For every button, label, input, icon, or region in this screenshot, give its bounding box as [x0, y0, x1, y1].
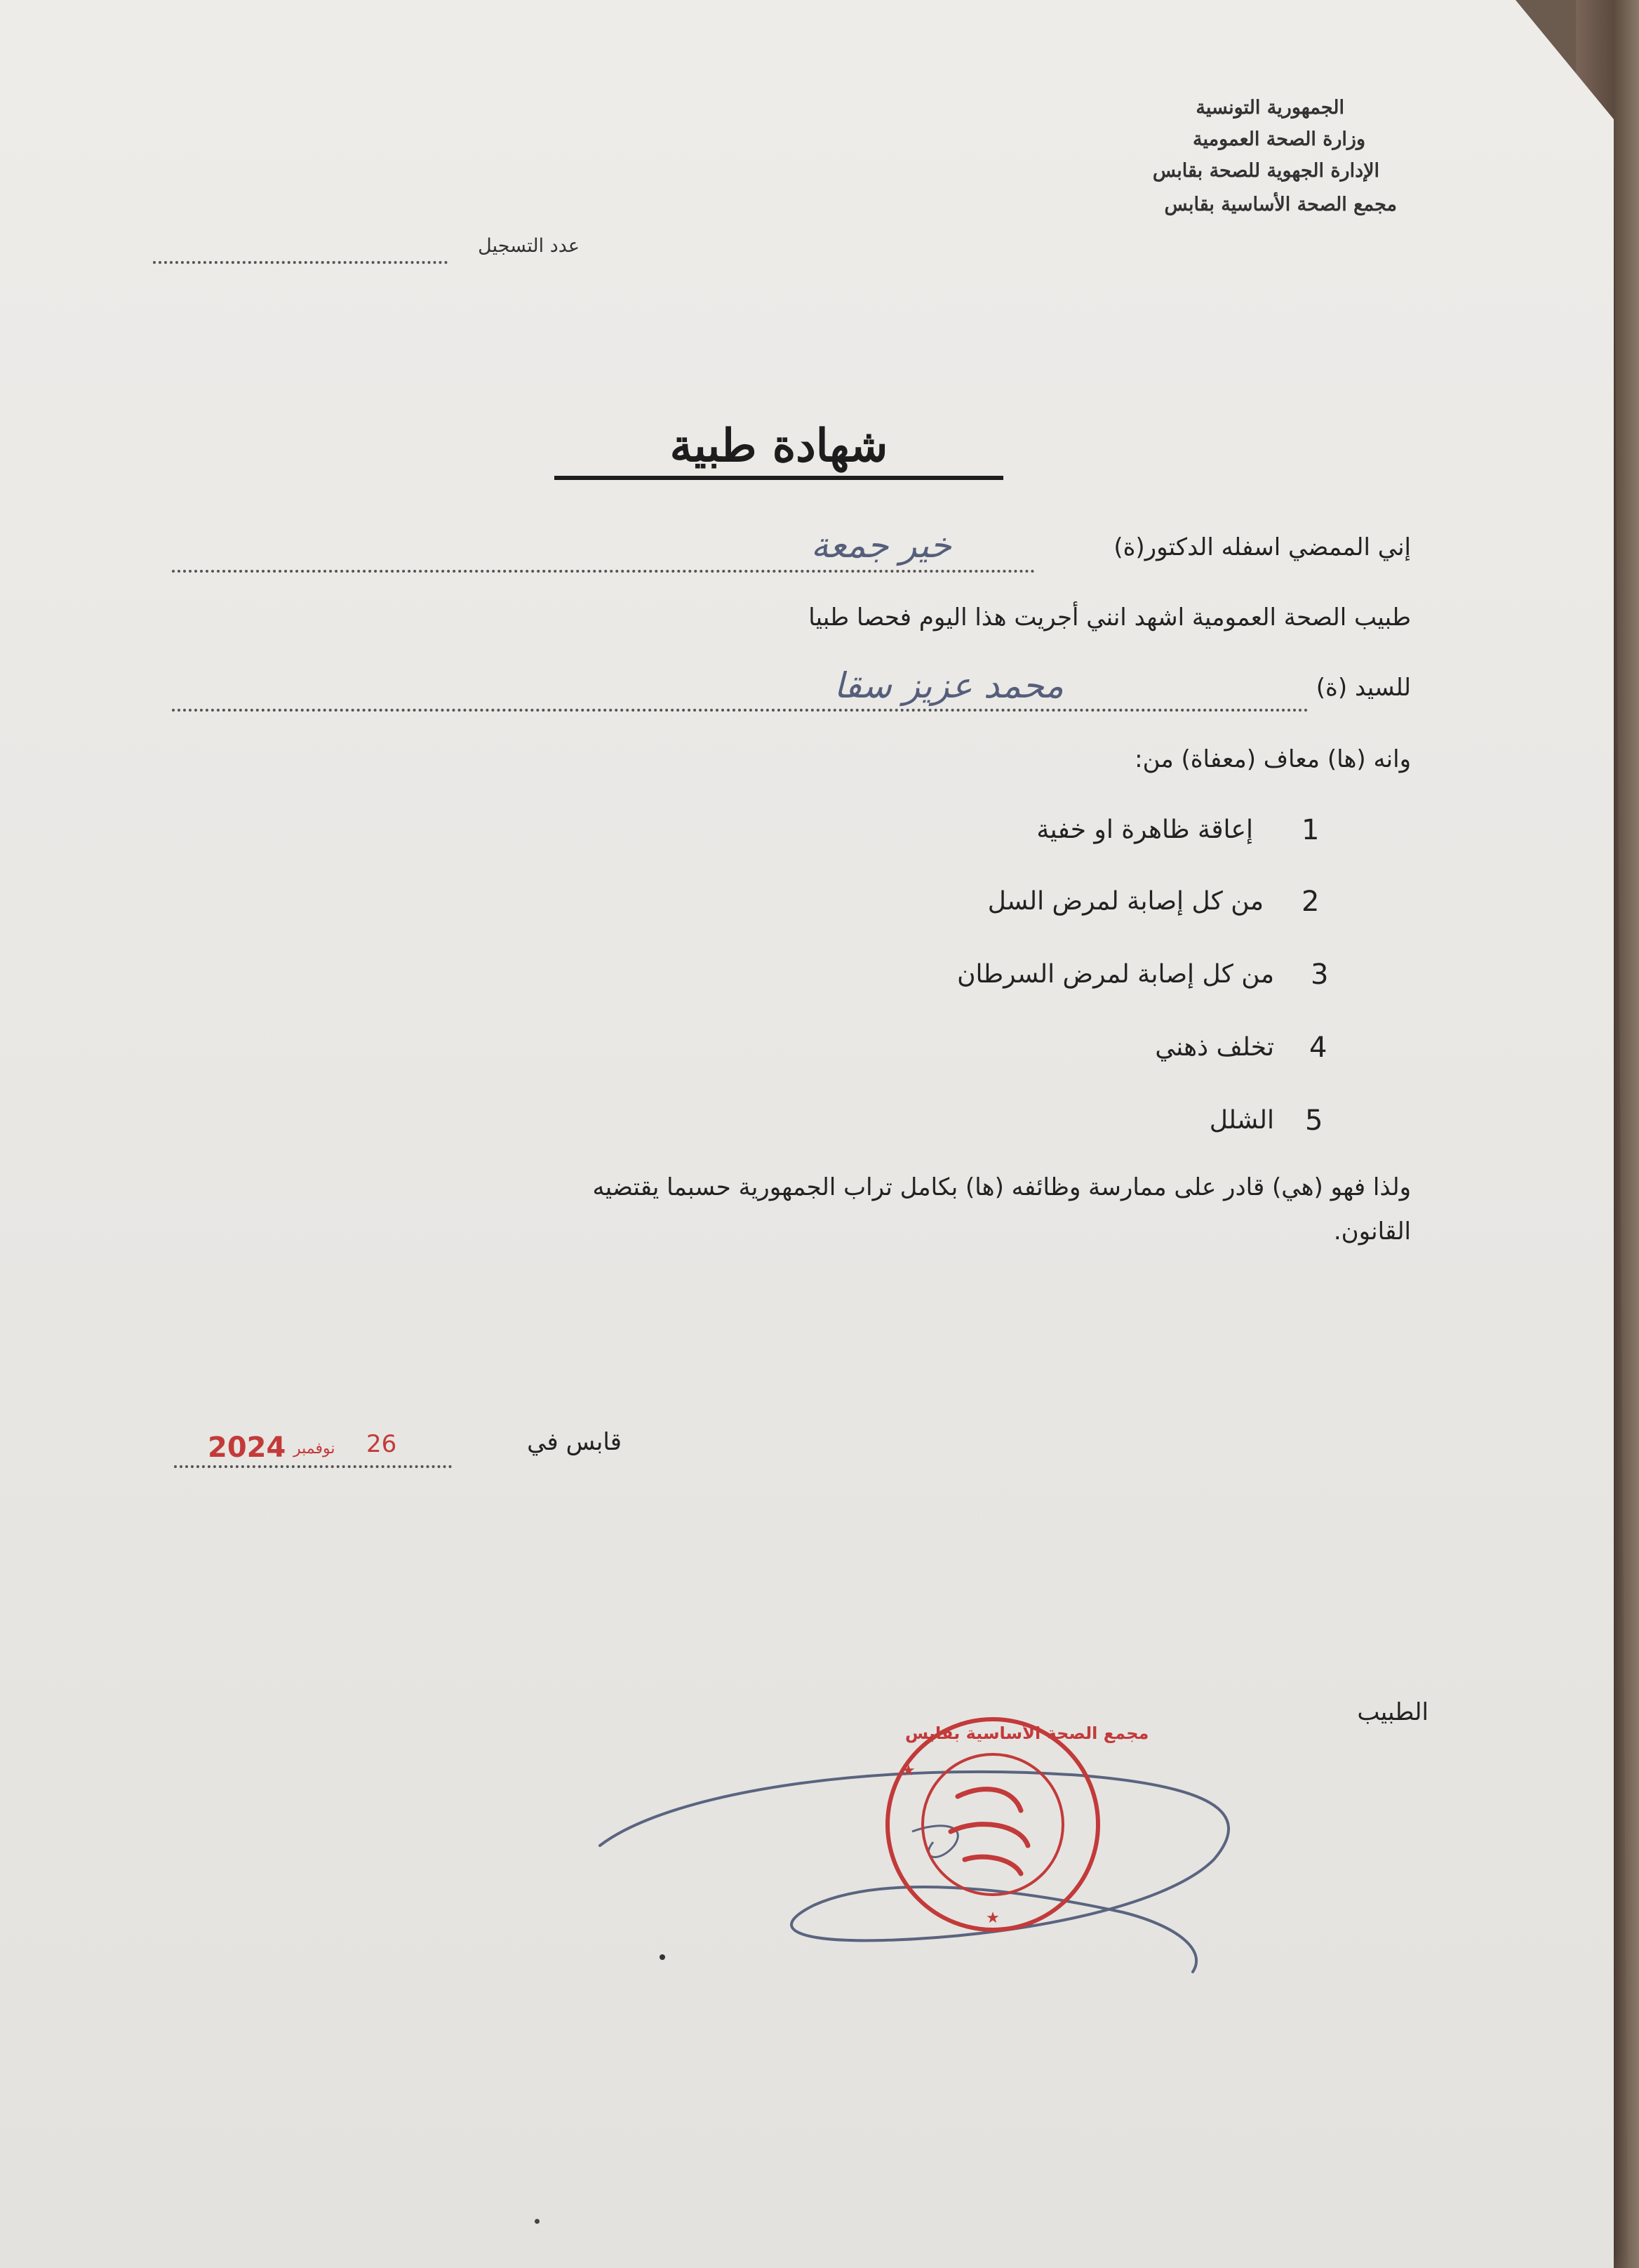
- list-item-3: من كل إصابة لمرض السرطان: [957, 960, 1274, 989]
- list-number-1: 1: [1302, 814, 1320, 846]
- list-number-2: 2: [1302, 886, 1320, 918]
- conclusion-line-1: ولذا فهو (هي) قادر على ممارسة وظائفه (ها) بكامل تراب الجمهورية حسبما يقتضيه: [592, 1173, 1411, 1201]
- conclusion-line-2: القانون.: [1333, 1218, 1411, 1246]
- patient-name-dots: [172, 709, 1309, 712]
- stamp-text: مجمع الصحة الأساسية بقابس: [905, 1723, 1149, 1743]
- doctor-line-label: إني الممضي اسفله الدكتور(ة): [1113, 533, 1411, 561]
- date-year: 2024: [208, 1432, 286, 1464]
- list-item-5: الشلل: [1209, 1106, 1274, 1135]
- patient-line-label: للسيد (ة): [1316, 674, 1411, 702]
- patient-name-handwritten: محمد عزيز سقا: [834, 665, 1064, 706]
- ink-speck: [660, 1954, 665, 1960]
- list-item-1: إعاقة ظاهرة او خفية: [1036, 815, 1253, 844]
- registration-dots: [153, 261, 448, 264]
- list-number-4: 4: [1309, 1032, 1327, 1064]
- date-day: 26: [366, 1430, 397, 1458]
- date-dots: [174, 1465, 452, 1468]
- header-line-republic: الجمهورية التونسية: [1196, 97, 1344, 119]
- official-stamp: [881, 1712, 1105, 1937]
- list-number-5: 5: [1305, 1105, 1323, 1137]
- svg-text:★: ★: [986, 1909, 1000, 1927]
- list-number-3: 3: [1311, 959, 1329, 991]
- page-title: شهادة طبية: [669, 420, 888, 472]
- doctor-name-dots: [172, 570, 1035, 573]
- date-month: نوفمبر: [293, 1440, 335, 1457]
- doctor-name-handwritten: خير جمعة: [810, 525, 951, 566]
- registration-label: عدد التسجيل: [478, 235, 580, 257]
- header-line-regional-directorate: الإدارة الجهوية للصحة بقابس: [1152, 160, 1379, 182]
- ink-speck: [535, 2219, 540, 2224]
- list-item-2: من كل إصابة لمرض السل: [987, 887, 1264, 916]
- header-line-health-complex: مجمع الصحة الأساسية بقابس: [1164, 194, 1397, 215]
- svg-text:★: ★: [902, 1762, 916, 1780]
- signature-label: الطبيب: [1357, 1698, 1429, 1726]
- list-item-4: تخلف ذهني: [1155, 1033, 1274, 1062]
- examination-statement: طبيب الصحة العمومية اشهد انني أجريت هذا اليوم فحصا طبيا: [808, 603, 1411, 632]
- date-place-label: قابس في: [527, 1428, 622, 1456]
- title-underline: [554, 476, 1003, 480]
- exemption-intro: وانه (ها) معاف (معفاة) من:: [1135, 745, 1411, 773]
- header-line-ministry: وزارة الصحة العمومية: [1192, 128, 1365, 150]
